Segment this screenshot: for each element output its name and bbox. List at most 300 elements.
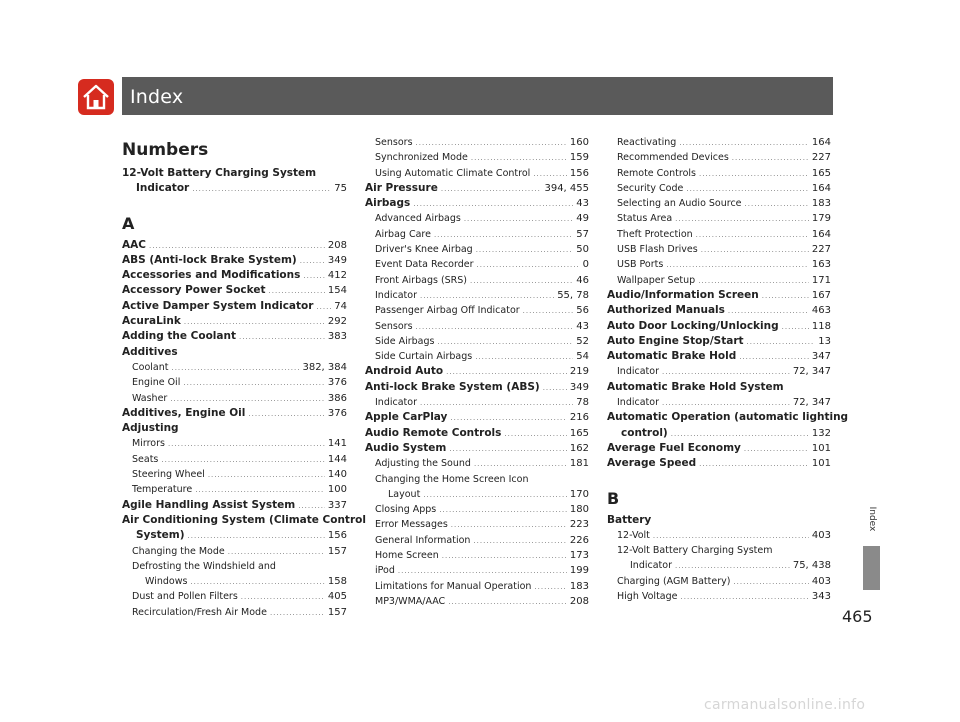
- index-entry[interactable]: [365, 319, 589, 334]
- entry-term: Auto Door Locking/Unlocking: [607, 319, 779, 332]
- index-entry[interactable]: [122, 406, 347, 421]
- page-reference[interactable]: 57: [576, 228, 589, 240]
- index-entry[interactable]: [365, 594, 589, 609]
- index-entry[interactable]: [365, 257, 589, 272]
- entry-term: 12-Volt Battery Charging System: [122, 167, 317, 179]
- index-entry[interactable]: [122, 314, 347, 329]
- entry-term: 12-Volt Battery Charging System: [617, 545, 773, 557]
- index-entry: [122, 421, 347, 436]
- index-entry[interactable]: [122, 498, 347, 513]
- entry-term: System): [136, 529, 185, 542]
- entry-term: Side Airbags: [375, 335, 435, 347]
- page-reference[interactable]: 167: [811, 289, 831, 301]
- entry-term: AAC: [122, 238, 146, 251]
- side-tab-label: Index: [867, 506, 877, 532]
- dot-leader: [747, 335, 816, 350]
- entry-term: Sensors: [375, 137, 413, 148]
- page-reference[interactable]: 140: [327, 469, 347, 481]
- index-entry[interactable]: [607, 349, 831, 364]
- entry-term: Accessory Power Socket: [122, 284, 266, 297]
- entry-term: Mirrors: [132, 438, 165, 450]
- entry-term: iPod: [375, 565, 395, 577]
- index-entry[interactable]: [607, 528, 831, 543]
- index-entry[interactable]: [365, 364, 589, 379]
- page-reference[interactable]: 162: [569, 442, 589, 454]
- page-reference[interactable]: 173: [569, 550, 589, 562]
- page-reference[interactable]: 160: [569, 137, 589, 148]
- index-entry[interactable]: [365, 334, 589, 349]
- dot-leader: [416, 136, 567, 151]
- index-entry[interactable]: [122, 605, 347, 620]
- entry-term: Agile Handling Assist System: [122, 498, 296, 511]
- index-entry[interactable]: [365, 166, 589, 181]
- entry-term: Recirculation/Fresh Air Mode: [132, 606, 267, 618]
- index-entry[interactable]: [365, 303, 589, 318]
- dot-leader: [434, 228, 573, 243]
- index-entry[interactable]: [365, 181, 589, 196]
- index-entry[interactable]: [122, 528, 347, 543]
- index-entry[interactable]: [122, 375, 347, 390]
- dot-leader: [423, 488, 567, 503]
- page-reference[interactable]: 56: [576, 305, 589, 317]
- page-reference[interactable]: 183: [811, 198, 831, 210]
- index-entry: [122, 559, 347, 574]
- index-entry[interactable]: [607, 303, 831, 318]
- page-reference[interactable]: 403: [811, 575, 831, 587]
- index-entry[interactable]: [122, 283, 347, 298]
- dot-leader: [303, 269, 325, 284]
- entry-term: Airbag Care: [375, 228, 431, 240]
- page-reference[interactable]: 141: [327, 438, 347, 450]
- page-reference[interactable]: 199: [569, 565, 589, 577]
- index-entry[interactable]: [365, 456, 589, 471]
- entry-term: Android Auto: [365, 365, 444, 378]
- watermark: carmanualsonline.info: [704, 697, 866, 713]
- page-reference[interactable]: 157: [327, 545, 347, 557]
- page-reference[interactable]: 144: [327, 453, 347, 465]
- entry-term: Using Automatic Climate Control: [375, 167, 531, 179]
- index-entry[interactable]: [607, 395, 831, 410]
- index-entry: [607, 410, 849, 425]
- index-entry[interactable]: [365, 563, 589, 578]
- page-reference[interactable]: 118: [811, 320, 831, 332]
- dot-leader: [149, 239, 325, 254]
- entry-term: Adjusting the Sound: [375, 458, 471, 470]
- section-heading: Numbers: [122, 140, 209, 160]
- dot-leader: [171, 361, 299, 376]
- entry-term: Automatic Operation (automatic lighting: [607, 411, 849, 424]
- entry-term: Remote Controls: [617, 167, 696, 179]
- dot-leader: [184, 315, 325, 330]
- entry-term: Sensors: [375, 320, 413, 332]
- index-entry[interactable]: [365, 211, 589, 226]
- index-entry[interactable]: [365, 135, 589, 150]
- entry-term: Temperature: [132, 484, 193, 496]
- page-reference[interactable]: 292: [327, 316, 347, 328]
- page-reference[interactable]: 13: [818, 335, 831, 347]
- index-entry: [122, 345, 347, 360]
- dot-leader: [666, 258, 809, 273]
- entry-term: Limitations for Manual Operation: [375, 580, 532, 592]
- index-entry[interactable]: [122, 391, 347, 406]
- index-entry[interactable]: [607, 441, 831, 456]
- entry-term: Layout: [388, 488, 421, 500]
- entry-term: Indicator: [375, 397, 417, 409]
- index-entry[interactable]: [122, 436, 347, 451]
- index-entry[interactable]: [607, 456, 831, 471]
- dot-leader: [744, 442, 809, 457]
- page-reference[interactable]: 75, 438: [792, 560, 831, 572]
- entry-term: Reactivating: [617, 137, 677, 148]
- index-entry[interactable]: [365, 196, 589, 211]
- index-entry[interactable]: [607, 166, 831, 181]
- dot-leader: [533, 167, 567, 182]
- dot-leader: [168, 437, 325, 452]
- dot-leader: [450, 411, 567, 426]
- dot-leader: [416, 320, 574, 335]
- page-reference[interactable]: 376: [327, 377, 347, 389]
- page-reference[interactable]: 46: [576, 274, 589, 286]
- entry-term: Dust and Pollen Filters: [132, 591, 238, 603]
- section-heading: B: [607, 488, 620, 508]
- page-reference[interactable]: 180: [569, 504, 589, 516]
- page-reference[interactable]: 50: [576, 244, 589, 256]
- index-entry[interactable]: [607, 150, 831, 165]
- index-entry[interactable]: [365, 441, 589, 456]
- home-icon: [78, 79, 114, 115]
- page-reference[interactable]: 183: [569, 580, 589, 592]
- dot-leader: [523, 304, 574, 319]
- entry-term: Home Screen: [375, 550, 439, 562]
- page-reference[interactable]: 463: [811, 305, 831, 317]
- index-entry[interactable]: [122, 574, 347, 589]
- entry-term: AcuraLink: [122, 315, 181, 328]
- index-entry[interactable]: [607, 257, 831, 272]
- index-entry[interactable]: [607, 181, 831, 196]
- entry-term: USB Flash Drives: [617, 244, 698, 256]
- page-reference[interactable]: 343: [811, 591, 831, 603]
- page-reference[interactable]: 208: [569, 595, 589, 607]
- index-column-1: [122, 135, 366, 620]
- dot-leader: [543, 381, 567, 396]
- entry-term: Automatic Brake Hold: [607, 350, 737, 363]
- index-entry[interactable]: [365, 426, 589, 441]
- entry-term: Battery: [607, 513, 652, 526]
- page-reference[interactable]: 163: [811, 259, 831, 271]
- entry-term: Changing the Home Screen Icon: [375, 473, 529, 485]
- dot-leader: [739, 350, 809, 365]
- index-entry[interactable]: [365, 227, 589, 242]
- page-reference[interactable]: 159: [569, 152, 589, 164]
- page-reference[interactable]: 156: [569, 167, 589, 179]
- dot-leader: [270, 606, 325, 621]
- page-reference[interactable]: 164: [811, 182, 831, 194]
- page-reference[interactable]: 394, 455: [544, 182, 589, 194]
- page-reference[interactable]: 157: [327, 606, 347, 618]
- dot-leader: [732, 151, 809, 166]
- entry-term: Audio Remote Controls: [365, 426, 502, 439]
- page-reference[interactable]: 349: [327, 254, 347, 266]
- entry-term: Driver's Knee Airbag: [375, 244, 473, 256]
- page-reference[interactable]: 386: [327, 392, 347, 404]
- dot-leader: [298, 499, 325, 514]
- dot-leader: [696, 228, 809, 243]
- dot-leader: [248, 407, 325, 422]
- entry-term: General Information: [375, 534, 471, 546]
- index-entry: [122, 166, 347, 181]
- page-reference[interactable]: 54: [576, 351, 589, 363]
- index-entry[interactable]: [122, 467, 347, 482]
- page-reference[interactable]: 78: [576, 397, 589, 409]
- index-entry[interactable]: [365, 349, 589, 364]
- dot-leader: [161, 453, 325, 468]
- page-reference[interactable]: 49: [576, 213, 589, 225]
- header-bar: [122, 77, 833, 115]
- page-reference[interactable]: 227: [811, 244, 831, 256]
- entry-term: Changing the Mode: [132, 545, 225, 557]
- index-entry[interactable]: [607, 196, 831, 211]
- entry-term: Coolant: [132, 361, 169, 373]
- page-reference[interactable]: 347: [811, 351, 831, 363]
- page-reference[interactable]: 223: [569, 519, 589, 531]
- dot-leader: [675, 559, 790, 574]
- entry-term: Error Messages: [375, 519, 448, 531]
- index-entry[interactable]: [122, 589, 347, 604]
- index-entry[interactable]: [607, 426, 831, 441]
- index-entry[interactable]: [365, 288, 589, 303]
- entry-term: Anti-lock Brake System (ABS): [365, 380, 540, 393]
- entry-term: Side Curtain Airbags: [375, 351, 473, 363]
- entry-term: Defrosting the Windshield and: [132, 560, 276, 572]
- index-entry[interactable]: [365, 395, 589, 410]
- entry-term: Adding the Coolant: [122, 330, 236, 343]
- index-entry: [607, 543, 831, 558]
- dot-leader: [671, 427, 809, 442]
- dot-leader: [475, 350, 573, 365]
- page-reference[interactable]: 216: [569, 412, 589, 424]
- dot-leader: [420, 289, 554, 304]
- entry-term: Indicator: [617, 366, 659, 378]
- page-reference[interactable]: 43: [576, 320, 589, 332]
- page-reference[interactable]: 164: [811, 228, 831, 240]
- entry-term: USB Ports: [617, 259, 664, 271]
- page-reference[interactable]: 403: [811, 529, 831, 541]
- index-entry[interactable]: [365, 150, 589, 165]
- entry-term: Automatic Brake Hold System: [607, 380, 784, 393]
- page-reference[interactable]: 55, 78: [557, 289, 589, 301]
- dot-leader: [699, 457, 809, 472]
- index-entry[interactable]: [607, 227, 831, 242]
- page-reference[interactable]: 158: [327, 576, 347, 588]
- entry-term: Synchronized Mode: [375, 152, 468, 164]
- dot-leader: [188, 529, 325, 544]
- entry-term: Washer: [132, 392, 168, 404]
- page-reference[interactable]: 154: [327, 285, 347, 297]
- page-reference[interactable]: 349: [569, 381, 589, 393]
- dot-leader: [471, 151, 567, 166]
- dot-leader: [269, 284, 325, 299]
- entry-term: Additives: [122, 345, 178, 358]
- dot-leader: [762, 289, 809, 304]
- entry-term: Selecting an Audio Source: [617, 198, 742, 210]
- entry-term: Indicator: [630, 560, 672, 572]
- index-entry[interactable]: [365, 273, 589, 288]
- entry-term: Auto Engine Stop/Start: [607, 334, 744, 347]
- dot-leader: [745, 197, 809, 212]
- dot-leader: [653, 529, 809, 544]
- dot-leader: [448, 595, 567, 610]
- page-reference[interactable]: 412: [327, 270, 347, 282]
- index-entry[interactable]: [365, 502, 589, 517]
- entry-term: High Voltage: [617, 591, 678, 603]
- page-reference[interactable]: 376: [327, 407, 347, 419]
- dot-leader: [228, 545, 325, 560]
- index-entry[interactable]: [122, 482, 347, 497]
- page-reference[interactable]: 52: [576, 335, 589, 347]
- entry-term: Airbags: [365, 197, 411, 210]
- index-entry[interactable]: [122, 452, 347, 467]
- dot-leader: [733, 575, 808, 590]
- entry-term: Audio/Information Screen: [607, 288, 759, 301]
- entry-term: Recommended Devices: [617, 152, 729, 164]
- page-reference[interactable]: 171: [811, 274, 831, 286]
- index-entry[interactable]: [607, 319, 831, 334]
- page-title: Index: [130, 86, 184, 108]
- page-reference[interactable]: 181: [569, 458, 589, 470]
- page-reference[interactable]: 208: [327, 239, 347, 251]
- page-reference[interactable]: 179: [811, 213, 831, 225]
- entry-term: Apple CarPlay: [365, 411, 448, 424]
- dot-leader: [192, 182, 331, 197]
- page-reference[interactable]: 170: [569, 488, 589, 500]
- page-reference[interactable]: 165: [569, 427, 589, 439]
- index-entry[interactable]: [122, 181, 347, 196]
- entry-term: MP3/WMA/AAC: [375, 595, 446, 607]
- index-entry[interactable]: [365, 548, 589, 563]
- dot-leader: [441, 182, 542, 197]
- entry-term: Air Pressure: [365, 181, 438, 194]
- dot-leader: [413, 197, 573, 212]
- index-entry[interactable]: [122, 253, 347, 268]
- page-reference[interactable]: 101: [811, 442, 831, 454]
- dot-leader: [477, 258, 580, 273]
- index-entry[interactable]: [365, 242, 589, 257]
- page-reference[interactable]: 72, 347: [792, 397, 831, 409]
- index-entry[interactable]: [607, 574, 831, 589]
- dot-leader: [675, 212, 809, 227]
- index-column-2: [365, 135, 589, 609]
- page-reference[interactable]: 72, 347: [792, 366, 831, 378]
- index-entry[interactable]: [607, 273, 831, 288]
- entry-term: Theft Protection: [617, 228, 693, 240]
- entry-term: Seats: [132, 453, 159, 465]
- dot-leader: [473, 534, 566, 549]
- index-entry[interactable]: [122, 329, 347, 344]
- dot-leader: [170, 392, 325, 407]
- page-reference[interactable]: 337: [327, 499, 347, 511]
- page-reference[interactable]: 75: [334, 183, 347, 195]
- dot-leader: [662, 365, 790, 380]
- index-entry[interactable]: [607, 242, 831, 257]
- index-column-3: [607, 135, 849, 604]
- dot-leader: [449, 442, 567, 457]
- page-reference[interactable]: 219: [569, 366, 589, 378]
- page-reference[interactable]: 383: [327, 331, 347, 343]
- dot-leader: [698, 274, 809, 289]
- page-reference[interactable]: 132: [811, 427, 831, 439]
- entry-term: control): [621, 426, 668, 439]
- dot-leader: [300, 254, 325, 269]
- entry-term: Security Code: [617, 182, 684, 194]
- dot-leader: [662, 396, 790, 411]
- entry-term: Indicator: [136, 182, 190, 195]
- page-reference[interactable]: 0: [582, 259, 589, 271]
- index-entry[interactable]: [365, 517, 589, 532]
- page-reference[interactable]: 164: [811, 137, 831, 148]
- dot-leader: [686, 182, 809, 197]
- index-entry[interactable]: [122, 238, 347, 253]
- index-entry[interactable]: [122, 360, 347, 375]
- page-reference[interactable]: 382, 384: [302, 361, 347, 373]
- index-entry[interactable]: [607, 135, 831, 150]
- index-entry[interactable]: [607, 288, 831, 303]
- page-reference[interactable]: 101: [811, 458, 831, 470]
- dot-leader: [437, 335, 573, 350]
- page-reference[interactable]: 74: [334, 300, 347, 312]
- page-reference[interactable]: 405: [327, 591, 347, 603]
- page-reference[interactable]: 43: [576, 198, 589, 210]
- entry-term: Steering Wheel: [132, 469, 205, 481]
- index-entry[interactable]: [607, 334, 831, 349]
- entry-term: Authorized Manuals: [607, 304, 725, 317]
- index-entry[interactable]: [607, 211, 831, 226]
- index-entry[interactable]: [365, 533, 589, 548]
- page-reference[interactable]: 100: [327, 484, 347, 496]
- index-entry[interactable]: [122, 268, 347, 283]
- dot-leader: [398, 564, 567, 579]
- index-entry[interactable]: [122, 299, 347, 314]
- entry-term: Air Conditioning System (Climate Control: [122, 513, 366, 526]
- dot-leader: [190, 575, 324, 590]
- index-entry[interactable]: [365, 487, 589, 502]
- index-entry[interactable]: [122, 544, 347, 559]
- page-reference[interactable]: 227: [811, 152, 831, 164]
- dot-leader: [701, 243, 809, 258]
- index-entry[interactable]: [365, 380, 589, 395]
- dot-leader: [316, 300, 331, 315]
- index-entry[interactable]: [607, 589, 831, 604]
- page-reference[interactable]: 156: [327, 530, 347, 542]
- index-entry[interactable]: [365, 579, 589, 594]
- page-reference[interactable]: 226: [569, 534, 589, 546]
- entry-term: Additives, Engine Oil: [122, 406, 246, 419]
- dot-leader: [504, 427, 567, 442]
- index-entry[interactable]: [365, 410, 589, 425]
- entry-term: Indicator: [375, 289, 417, 301]
- index-entry: [365, 472, 589, 487]
- index-entry[interactable]: [607, 364, 831, 379]
- entry-term: 12-Volt: [617, 529, 650, 541]
- page-number: 465: [842, 607, 873, 626]
- entry-term: Status Area: [617, 213, 673, 225]
- dot-leader: [420, 396, 573, 411]
- dot-leader: [183, 376, 325, 391]
- dot-leader: [534, 580, 566, 595]
- entry-term: Active Damper System Indicator: [122, 299, 314, 312]
- entry-term: Wallpaper Setup: [617, 274, 696, 286]
- index-entry[interactable]: [607, 558, 831, 573]
- page-reference[interactable]: 165: [811, 167, 831, 179]
